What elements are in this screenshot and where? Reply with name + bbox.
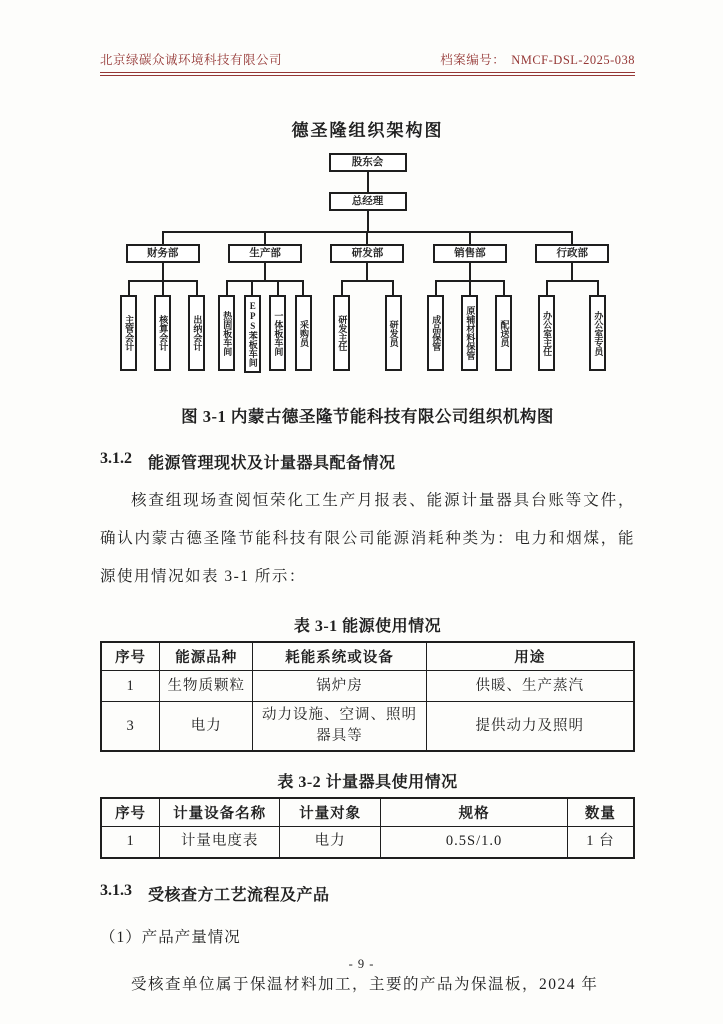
section-heading-3-1-3: [100, 882, 635, 905]
page-header: [100, 50, 635, 76]
table-row: [101, 827, 634, 858]
org-leaf-label: 办公室专员: [589, 295, 606, 371]
header-cell: 规格: [381, 798, 568, 827]
figure-caption: 图 3-1 内蒙古德圣隆节能科技有限公司组织机构图: [181, 407, 554, 426]
table-cell: 生物质颗粒: [160, 671, 253, 702]
org-dept-finance: [112, 231, 214, 373]
org-leaf-node: [316, 280, 367, 371]
section-number: 3.1.2: [100, 450, 132, 467]
org-leaf-label: 主管会计: [120, 295, 137, 371]
org-department-row: [112, 231, 624, 373]
header-cell: 序号: [101, 798, 160, 827]
header-company-name: 北京绿碳众诚环境科技有限公司: [100, 53, 283, 67]
table-cell: 0.5S/1.0: [381, 827, 568, 858]
section-title: 受核查方工艺流程及产品: [148, 886, 330, 904]
org-leaf-label: 配送员: [495, 295, 512, 371]
header-rule: [100, 72, 635, 76]
table-cell: 1: [101, 827, 160, 858]
header-cell: 耗能系统或设备: [253, 642, 426, 671]
table-3-2: [100, 797, 635, 859]
org-leaf-label: 出纳会计: [188, 295, 205, 371]
table-3-1-title: 表 3-1 能源使用情况: [293, 618, 442, 635]
table-row: [101, 671, 634, 702]
table-cell: 3: [101, 702, 160, 752]
org-leaf-node: [419, 280, 453, 371]
org-leaf-label: 办公室主任: [538, 295, 555, 371]
org-leaf-label: EPS苯板车间: [244, 295, 261, 373]
header-cell: 数量: [567, 798, 634, 827]
org-leaf-node: [146, 280, 180, 371]
table-3-2-title: 表 3-2 计量器具使用情况: [277, 774, 458, 791]
table-cell: 1 台: [567, 827, 634, 858]
org-dept-label: 生产部: [228, 244, 302, 263]
org-dept-label: 研发部: [330, 244, 404, 263]
org-dept-rnd: [316, 231, 418, 373]
table-row: [101, 702, 634, 752]
org-dept-sales: [419, 231, 521, 373]
org-leaf-label: 核算会计: [154, 295, 171, 371]
org-leaf-node: [367, 280, 418, 371]
org-dept-admin: [521, 231, 623, 373]
org-chart: [112, 116, 624, 373]
org-dept-label: 行政部: [535, 244, 609, 263]
org-leaf-label: 一体板车间: [269, 295, 286, 371]
org-leaf-label: 采购员: [295, 295, 312, 371]
org-dept-label: 财务部: [126, 244, 200, 263]
sub-heading-product-output: （1）产品产量情况: [100, 928, 241, 946]
org-leaf-node: [291, 280, 317, 373]
table-header-row: [101, 798, 634, 827]
org-chart-title: 德圣隆组织架构图: [291, 121, 444, 140]
org-connector: [367, 211, 369, 231]
header-cell: 序号: [101, 642, 160, 671]
section-heading-3-1-2: [100, 450, 635, 473]
org-leaf-label: 研发员: [385, 295, 402, 371]
org-leaf-node: [453, 280, 487, 371]
org-leaf-node: [112, 280, 146, 371]
org-leaf-label: 热固板车间: [218, 295, 235, 371]
org-node-general-manager: 总经理: [329, 192, 407, 211]
header-archive: [434, 50, 635, 68]
org-leaf-node: [239, 280, 265, 373]
page-footer: [0, 957, 723, 972]
header-cell: 用途: [426, 642, 634, 671]
header-cell: 计量对象: [280, 798, 381, 827]
org-dept-label: 销售部: [433, 244, 507, 263]
header-archive-number: NMCF-DSL-2025-038: [511, 53, 635, 67]
table-cell: 电力: [280, 827, 381, 858]
org-connector: [367, 172, 369, 192]
table-cell: 供暖、生产蒸汽: [426, 671, 634, 702]
org-leaf-node: [572, 280, 623, 371]
paragraph-product: 受核查单位属于保温材料加工，主要的产品为保温板，2024 年: [131, 975, 599, 993]
table-3-1: [100, 641, 635, 752]
org-leaf-label: 成品保管: [427, 295, 444, 371]
org-dept-production: [214, 231, 316, 373]
header-cell: 能源品种: [160, 642, 253, 671]
section-number: 3.1.3: [100, 881, 132, 899]
paragraph-energy-usage: 核查组现场查阅恒荣化工生产月报表、能源计量器具台账等文件，确认内蒙古德圣隆节能科技有限公司能源消耗种类为：电力和烟煤，能源使用情况如表 3-1 所示：: [100, 492, 635, 585]
page-number: - 9 -: [348, 957, 375, 971]
table-cell: 锅炉房: [253, 671, 426, 702]
org-leaf-label: 研发主任: [333, 295, 350, 371]
header-cell: 计量设备名称: [160, 798, 280, 827]
section-title: 能源管理现状及计量器具配备情况: [148, 455, 396, 472]
table-cell: 电力: [160, 702, 253, 752]
table-header-row: [101, 642, 634, 671]
org-leaf-node: [487, 280, 521, 371]
org-leaf-node: [180, 280, 214, 371]
org-node-shareholders: 股东会: [329, 153, 407, 172]
table-cell: 计量电度表: [160, 827, 280, 858]
org-leaf-label: 原辅材料保管: [461, 295, 478, 371]
table-cell: 1: [101, 671, 160, 702]
org-leaf-node: [265, 280, 291, 373]
table-cell: 动力设施、空调、照明器具等: [253, 702, 426, 752]
header-archive-label: 档案编号：: [440, 53, 506, 67]
org-leaf-node: [521, 280, 572, 371]
table-cell: 提供动力及照明: [426, 702, 634, 752]
org-leaf-node: [214, 280, 240, 373]
